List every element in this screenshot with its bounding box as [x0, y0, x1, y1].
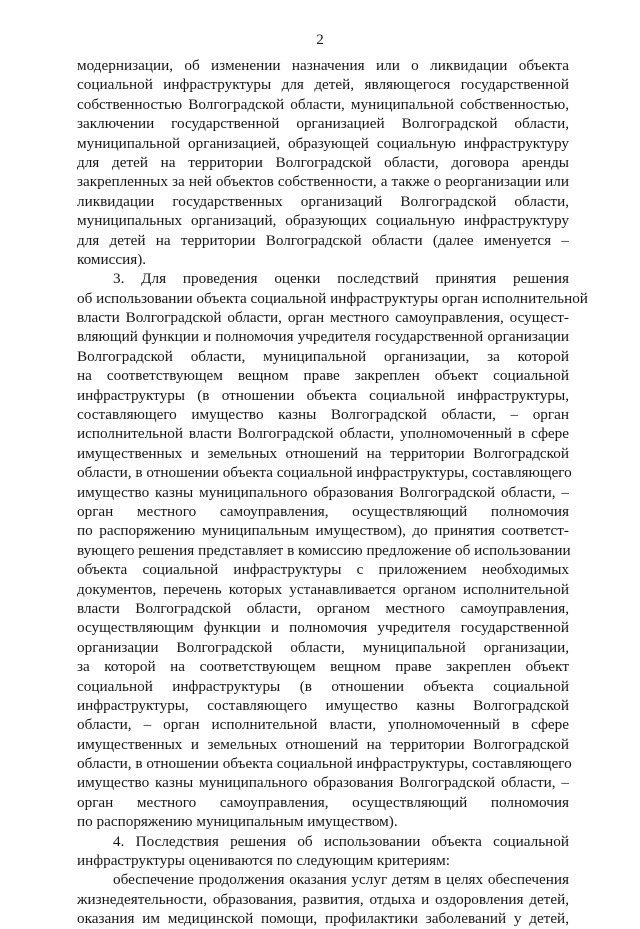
text-line: области, – орган исполнительной власти, уполномоченный в сфере: [77, 716, 569, 734]
text-line: закрепленных за ней объектов собственности, а также о реорганизации или: [77, 173, 569, 191]
text-line: модернизации, об изменении назначения или о ликвидации объекта: [77, 57, 569, 74]
text-line: для детей на территории Волгоградской области, договора аренды: [77, 153, 569, 171]
text-line: Волгоградской области, муниципальной организации, за которой: [77, 347, 569, 365]
text-line: по распоряжению муниципальным имуществом), до принятия соответст-: [77, 522, 569, 540]
text-line: орган местного самоуправления, осуществляющий полномочия: [77, 793, 569, 811]
text-line: имущественных и земельных отношений на территории Волгоградской: [77, 444, 569, 462]
text-line: комиссия).: [77, 250, 147, 268]
paragraph: [77, 870, 569, 928]
text-line: имущество казны муниципального образования Волгоградской области, –: [77, 774, 569, 792]
text-line: по распоряжению муниципальным имуществом).: [77, 813, 398, 831]
text-line: организации Волгоградской области, муниципальной организации,: [77, 638, 569, 656]
paragraph: [77, 56, 569, 269]
text-line: муниципальной организацией, образующей социальную инфраструктуру: [77, 134, 569, 152]
text-line: исполнительной власти Волгоградской области, уполномоченный в сфере: [77, 425, 569, 443]
text-line: инфраструктуры оцениваются по следующим критериям:: [77, 852, 450, 870]
text-line: объекта социальной инфраструктуры с приложением необходимых: [77, 561, 569, 579]
page-number: 2: [316, 32, 324, 48]
text-line: инфраструктуры (в отношении объекта социальной инфраструктуры,: [77, 386, 569, 404]
text-line: 3. Для проведения оценки последствий принятия решения: [113, 270, 569, 288]
text-line: орган местного самоуправления, осуществляющий полномочия: [77, 502, 569, 520]
text-line: области, в отношении объекта социальной инфраструктуры, составляющего: [77, 755, 572, 773]
text-line: имущество казны муниципального образования Волгоградской области, –: [77, 483, 569, 501]
body-text: [77, 56, 588, 929]
paragraph: [77, 832, 569, 871]
text-line: на соответствующем вещном праве закреплен объект социальной: [77, 367, 569, 385]
text-line: муниципальных организаций, образующих социальную инфраструктуру: [77, 212, 569, 230]
text-line: документов, перечень которых устанавливается органом исполнительной: [77, 580, 569, 598]
text-line: имущественных и земельных отношений на территории Волгоградской: [77, 735, 569, 753]
text-line: социальной инфраструктуры для детей, являющегося государственной: [77, 76, 569, 94]
text-line: жизнедеятельности, образования, развития, отдыха и оздоровления детей,: [77, 890, 569, 908]
text-line: инфраструктуры, составляющего имущество казны Волгоградской: [77, 696, 569, 714]
text-line: власти Волгоградской области, орган местного самоуправления, осущест-: [77, 309, 569, 327]
text-line: оказания им медицинской помощи, профилактики заболеваний у детей,: [77, 910, 569, 928]
text-line: для детей на территории Волгоградской области (далее именуется –: [77, 231, 569, 249]
text-line: осуществляющим функции и полномочия учредителя государственной: [77, 619, 569, 637]
text-line: 4. Последствия решения об использовании объекта социальной: [113, 832, 569, 850]
text-line: за которой на соответствующем вещном праве закреплен объект: [77, 658, 569, 676]
text-line: составляющего имущество казны Волгоградской области, – орган: [77, 406, 569, 424]
text-line: вующего решения представляет в комиссию предложение об использовании: [77, 541, 571, 559]
text-line: вляющий функции и полномочия учредителя государственной организации: [77, 328, 569, 346]
text-line: власти Волгоградской области, органом местного самоуправления,: [77, 599, 569, 617]
text-line: заключении государственной организацией Волгоградской области,: [77, 115, 569, 133]
text-line: собственностью Волгоградской области, муниципальной собственностью,: [77, 95, 569, 113]
paragraph: [77, 269, 588, 831]
text-line: области, в отношении объекта социальной инфраструктуры, составляющего: [77, 464, 572, 482]
text-line: обеспечение продолжения оказания услуг детям в целях обеспечения: [113, 871, 569, 889]
text-line: ликвидации государственных организаций Волгоградской области,: [77, 192, 569, 210]
text-line: об использовании объекта социальной инфраструктуры орган исполнительной: [77, 289, 588, 307]
text-line: социальной инфраструктуры (в отношении объекта социальной: [77, 677, 569, 695]
